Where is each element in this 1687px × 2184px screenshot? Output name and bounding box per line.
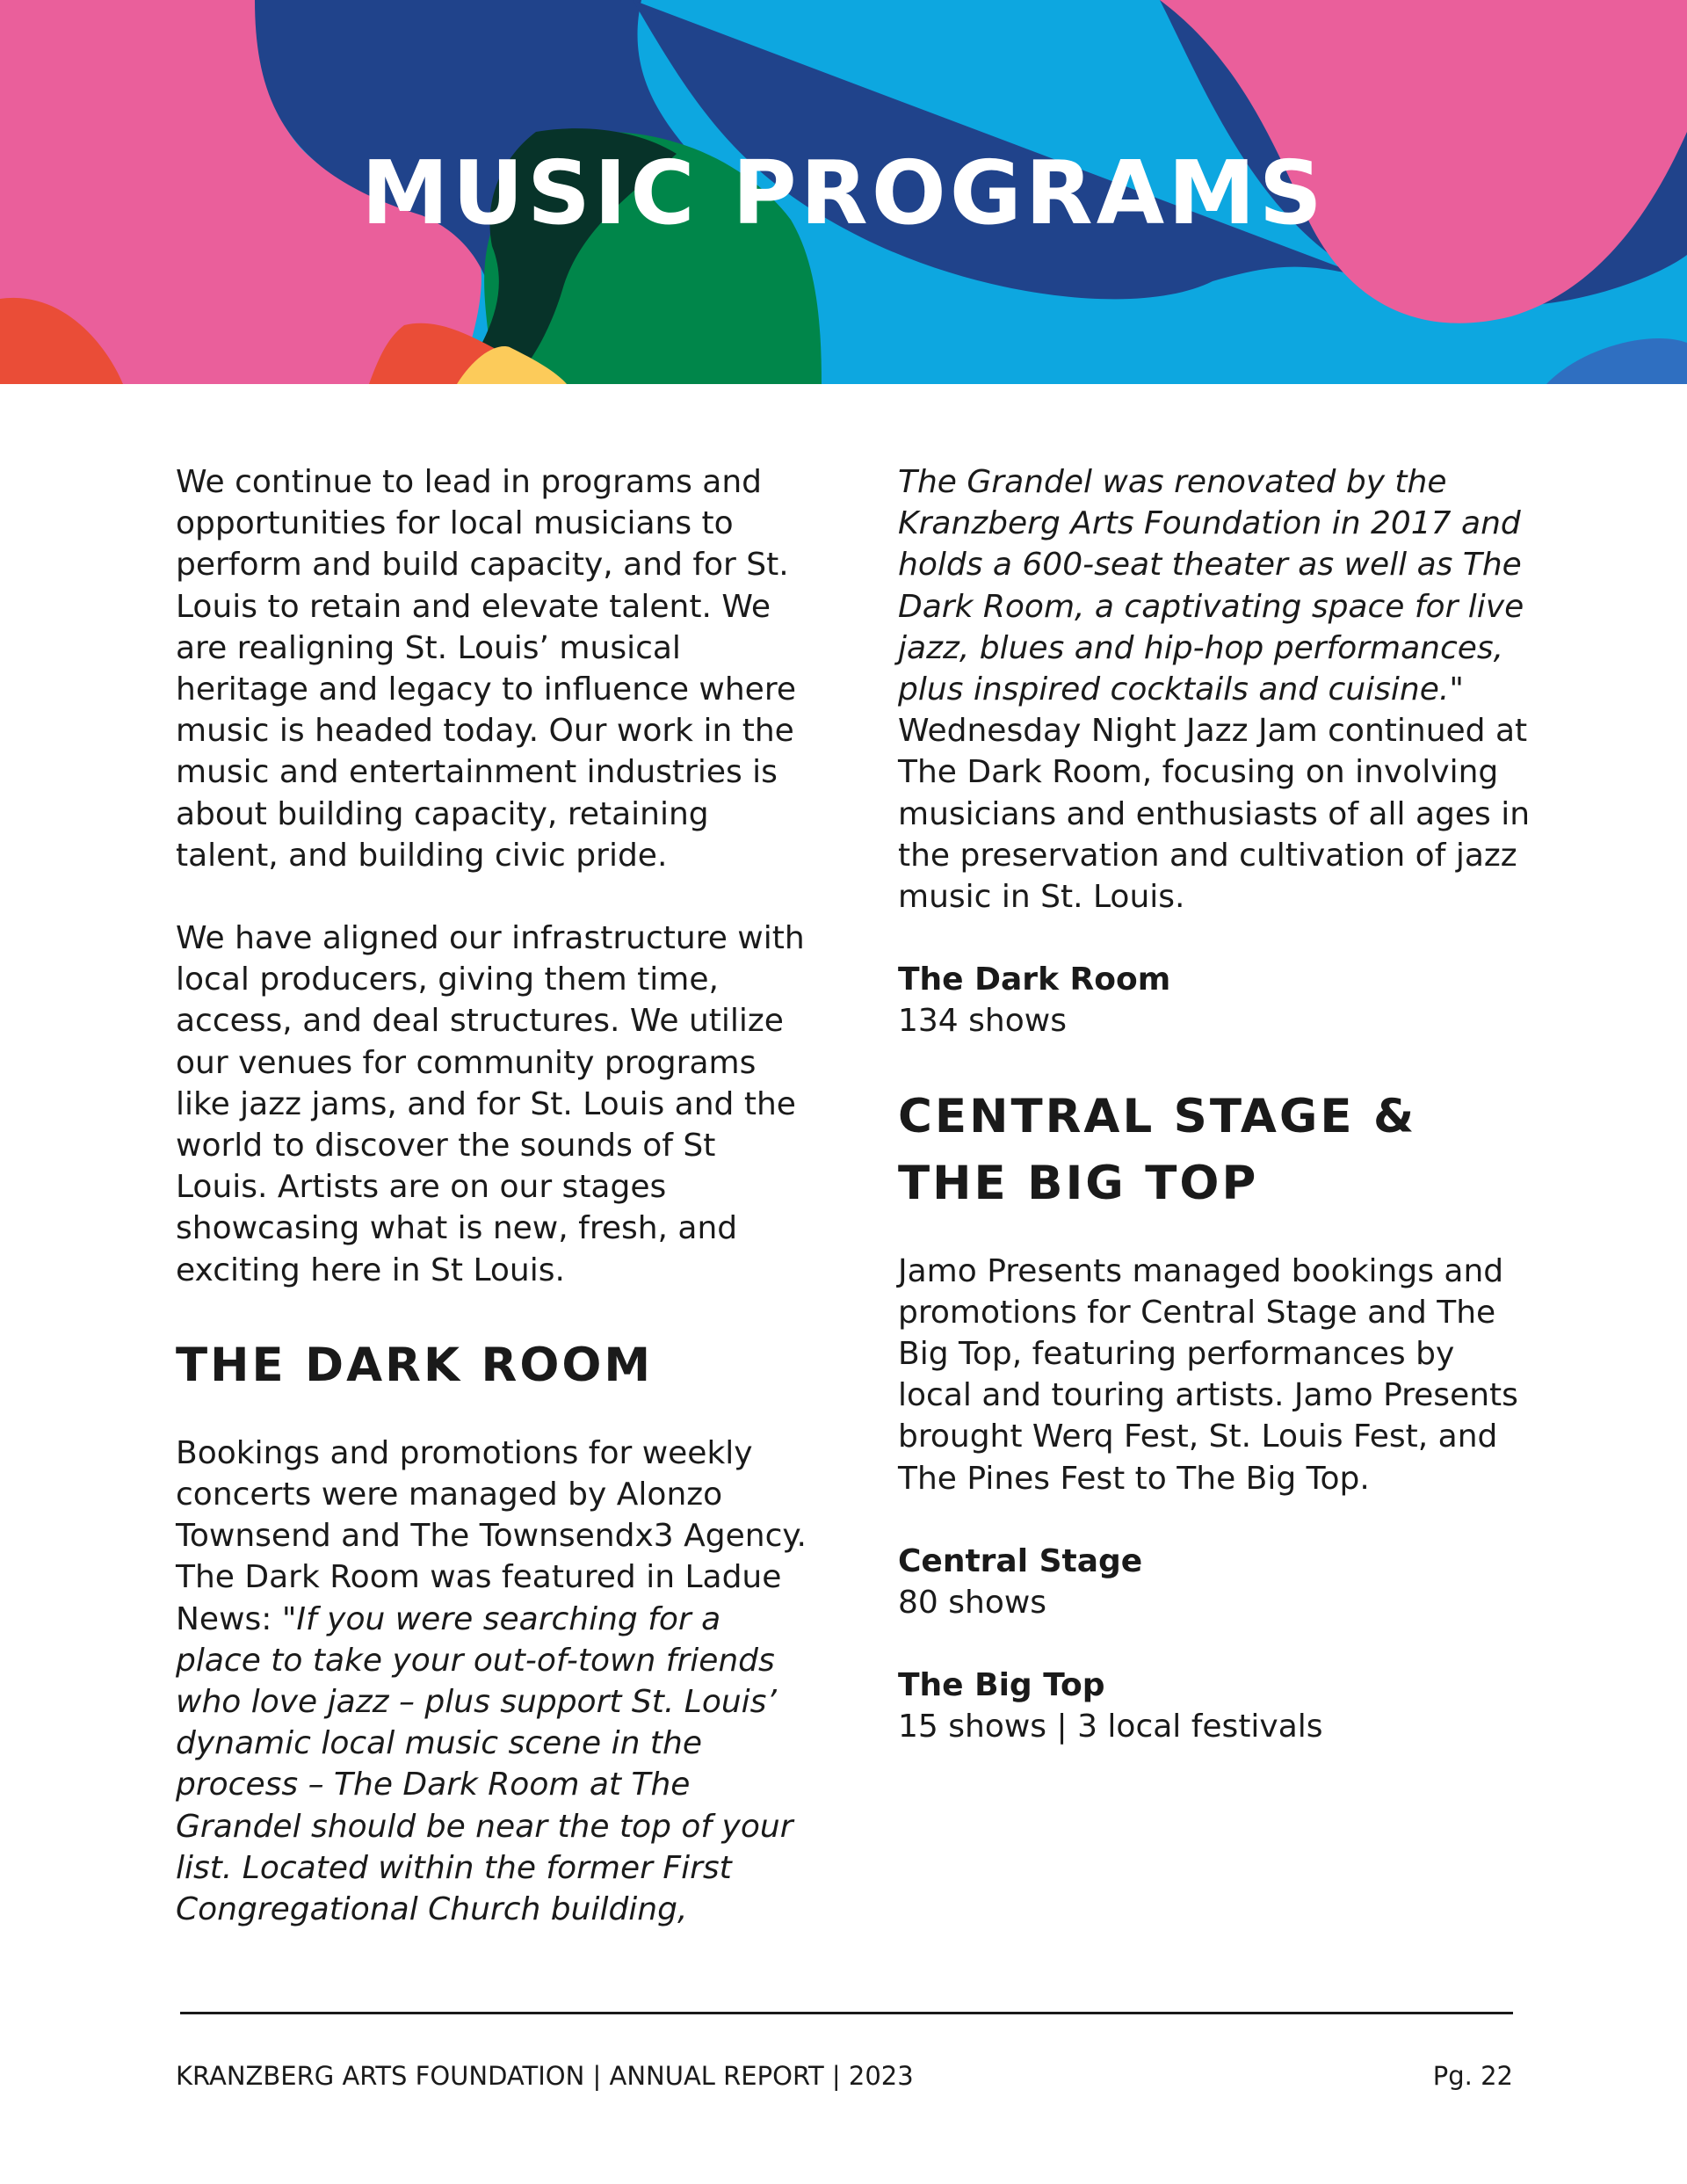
left-column [176, 461, 808, 1971]
central-stage-stat [898, 1541, 1531, 1623]
dark-room-paragraph-continued [898, 461, 1531, 918]
infrastructure-paragraph: We have aligned our infrastructure with local producers, giving them time, access, and deal structures. We utilize our venues for community programs like jazz jams, and for St. Louis and the world to discover the sounds of St Louis. Artists are on our stages showcasing what is new, fresh, and exciting here in St Louis. [176, 920, 805, 1288]
ladue-news-quote-part1: "If you were searching for a place to take your out-of-town friends who love jazz – plus support St. Louis’ dynamic local music scene in the process – The Dark Room at The Grandel should be near the top of your list. Located within the former First Congregational Church building, [176, 1600, 793, 1928]
header-banner [0, 0, 1687, 384]
central-stage-heading: CENTRAL STAGE & THE BIG TOP [898, 1089, 1417, 1210]
footer-report-title: KRANZBERG ARTS FOUNDATION | ANNUAL REPORT | 2023 [176, 2061, 914, 2091]
big-top-stat-value: 15 shows | 3 local festivals [898, 1709, 1323, 1745]
jazz-jam-text: " Wednesday Night Jazz Jam continued at The Dark Room, focusing on involving musicians and enthusiasts of all ages in the preservation and cultivation of jazz music in St. Louis. [898, 671, 1531, 916]
intro-paragraph: We continue to lead in programs and opportunities for local musicians to perform and build capacity, and for St. Louis to retain and elevate talent. We are realigning St. Louis’ musical heritage and legacy to influence where music is headed today. Our work in the music and entertainment industries is about building capacity, retaining talent, and building civic pride. [176, 464, 796, 874]
dark-room-stat-label: The Dark Room [898, 961, 1171, 998]
footer-divider [180, 2012, 1513, 2014]
dark-room-heading: THE DARK ROOM [176, 1338, 654, 1392]
dark-room-paragraph [176, 1433, 808, 1930]
central-stage-stat-value: 80 shows [898, 1585, 1047, 1622]
ladue-news-quote-part2: The Grandel was renovated by the Kranzberg Arts Foundation in 2017 and holds a 600-seat theater as well as The Dark Room, a captivating space for live jazz, blues and hip-hop performances, plus inspired cocktails and cuisine. [898, 464, 1524, 708]
dark-room-stat [898, 959, 1531, 1041]
page-number: Pg. 22 [1432, 2061, 1513, 2091]
central-stage-paragraph: Jamo Presents managed bookings and promotions for Central Stage and The Big Top, featuring performances by local and touring artists. Jamo Presents brought Werq Fest, St. Louis Fest, and The Pines Fest to The Big Top. [898, 1252, 1518, 1497]
page-title: MUSIC PROGRAMS [361, 141, 1326, 244]
right-column [898, 461, 1531, 1789]
central-stage-stat-label: Central Stage [898, 1542, 1143, 1579]
big-top-stat-label: The Big Top [898, 1667, 1105, 1704]
dark-room-stat-value: 134 shows [898, 1003, 1067, 1040]
big-top-stat [898, 1665, 1531, 1747]
dark-room-paragraph-text: Bookings and promotions for weekly concerts were managed by Alonzo Townsend and The Townsendx3 Agency. The Dark Room was featured in Ladue News: [176, 1434, 807, 1637]
